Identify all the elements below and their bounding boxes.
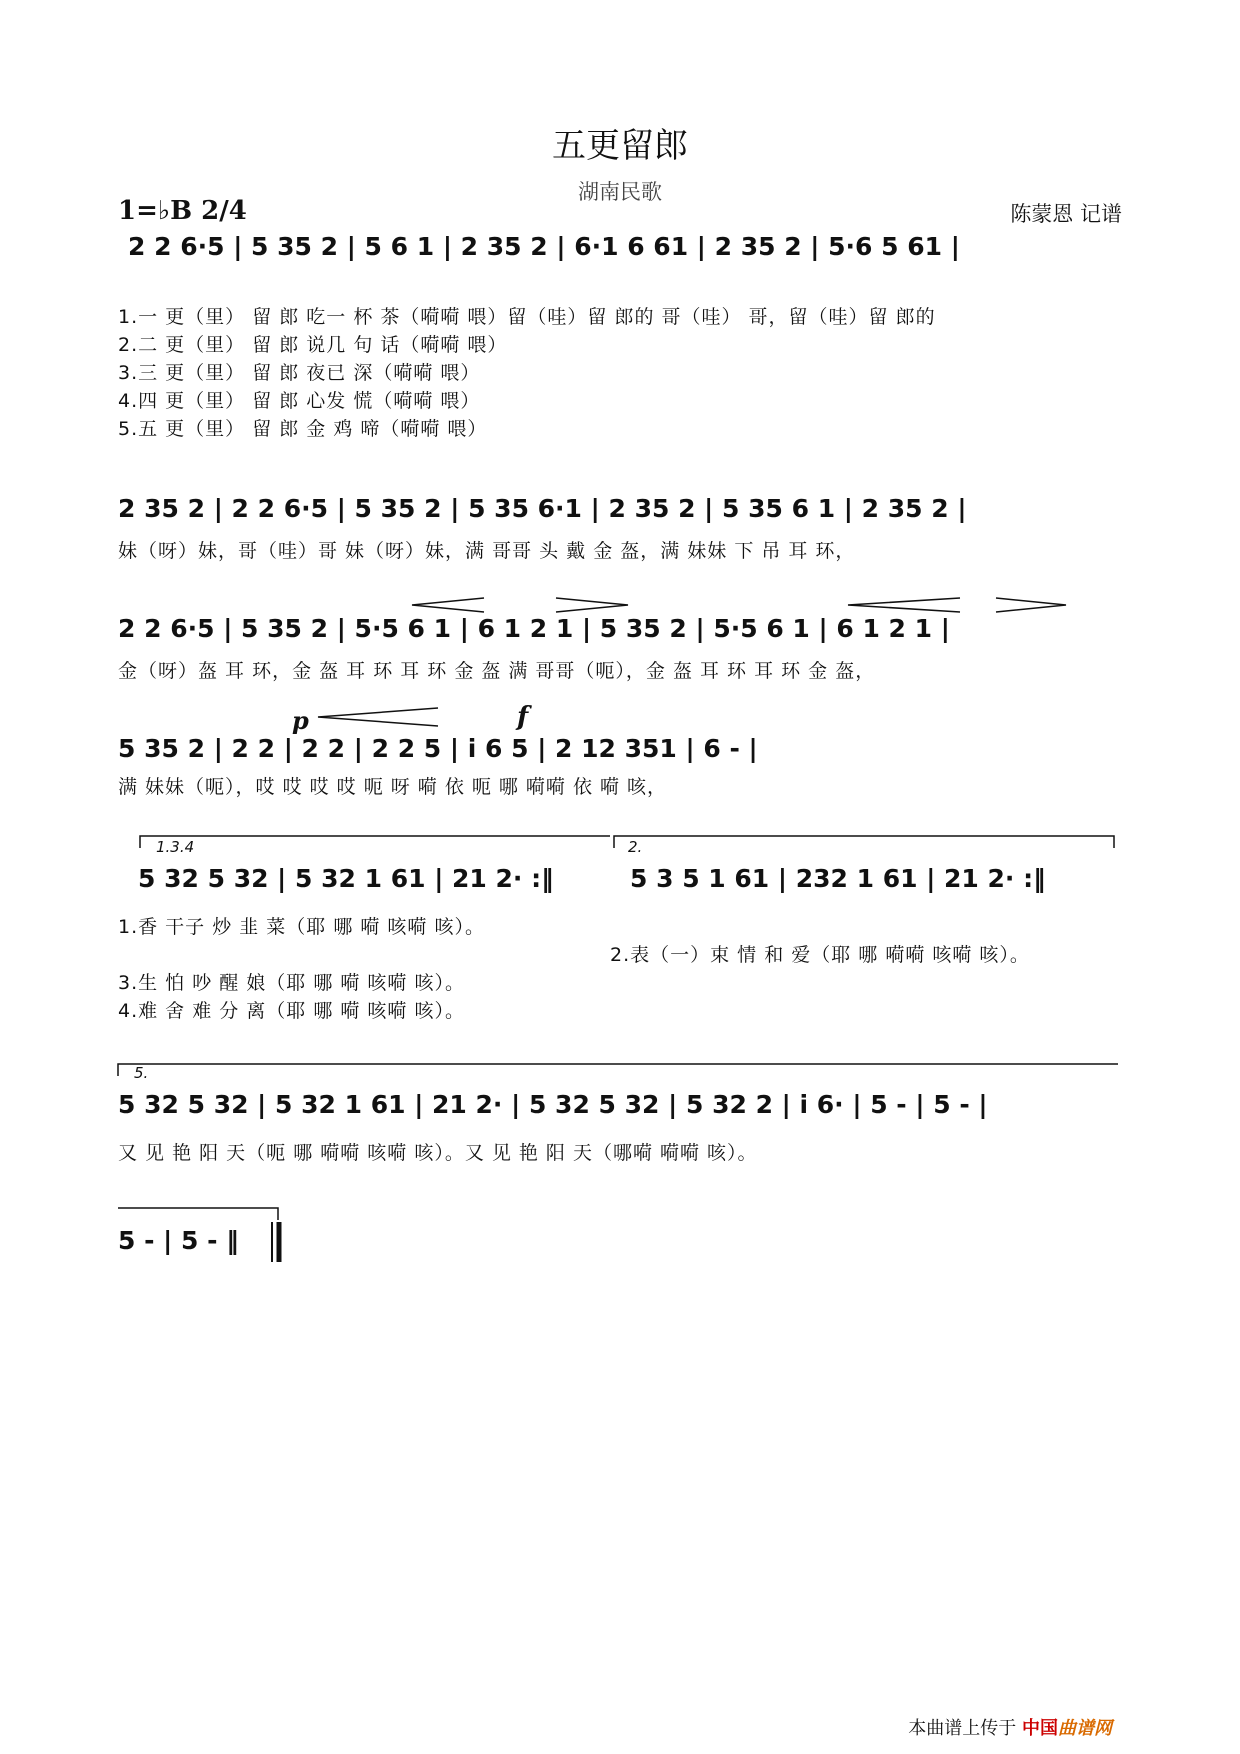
score-subtitle: 湖南民歌 — [578, 180, 662, 204]
key-signature: 1=♭B 2/4 — [118, 196, 247, 226]
crescendo-3 — [318, 708, 438, 726]
transcriber: 陈蒙恩 记谱 — [1010, 202, 1122, 226]
volta-2: 2. — [628, 838, 643, 856]
system-5-lyric-2: 2.表（一）束 情 和 爱（耶 哪 嗬嗬 咳嗬 咳）。 — [610, 944, 1030, 966]
system-1-lyric-1: 1.一 更（里） 留 郎 吃一 杯 茶（嗬嗬 喂）留（哇）留 郎的 哥（哇） 哥，留（哇）留 郎的 — [118, 306, 936, 328]
system-4-lyric: 满 妹妹（呃），哎 哎 哎 哎 呃 呀 嗬 依 呃 哪 嗬嗬 依 嗬 咳， — [118, 776, 668, 798]
crescendo-2 — [848, 598, 960, 612]
system-1-lyric-2: 2.二 更（里） 留 郎 说几 句 话（嗬嗬 喂） — [118, 334, 508, 356]
volta-1-bracket — [140, 836, 610, 848]
crescendo-1 — [412, 598, 484, 612]
footer-brand-suffix[interactable]: 曲谱网 — [1058, 1718, 1112, 1739]
system-5-notes-b: 5 3 5 1 61 | 232 1 61 | 21 2· :‖ — [630, 864, 1046, 893]
system-1-lyric-5: 5.五 更（里） 留 郎 金 鸡 啼（嗬嗬 喂） — [118, 418, 488, 440]
system-3-lyric: 金（呀）盔 耳 环，金 盔 耳 环 耳 环 金 盔 满 哥哥（呃），金 盔 耳 环 耳 环 金 盔， — [118, 660, 876, 682]
system-7-notes: 5 - | 5 - ‖ — [118, 1226, 239, 1255]
system-3-notes: 2 2 6·5 | 5 35 2 | 5·5 6 1 | 6 1 2 1 | 5 35 2 | 5·5 6 1 | 6 1 2 1 | — [118, 614, 950, 643]
system-1-notes: 2 2 6·5 | 5 35 2 | 5 6 1 | 2 35 2 | 6·1 6 61 | 2 35 2 | 5·6 5 61 | — [128, 232, 960, 261]
system-2-lyric: 妹（呀）妹，哥（哇）哥 妹（呀）妹，满 哥哥 头 戴 金 盔，满 妹妹 下 吊 耳 环， — [118, 540, 856, 562]
decrescendo-1 — [556, 598, 628, 612]
final-bracket — [118, 1208, 278, 1220]
system-6-notes: 5 32 5 32 | 5 32 1 61 | 21 2· | 5 32 5 32 | 5 32 2 | i 6· | 5 - | 5 - | — [118, 1090, 988, 1119]
system-2-notes: 2 35 2 | 2 2 6·5 | 5 35 2 | 5 35 6·1 | 2 35 2 | 5 35 6 1 | 2 35 2 | — [118, 494, 967, 523]
footer-brand[interactable]: 中国 — [1022, 1718, 1058, 1739]
system-5-lyric-3: 3.生 怕 吵 醒 娘（耶 哪 嗬 咳嗬 咳）。 — [118, 972, 465, 994]
decrescendo-2 — [996, 598, 1066, 612]
system-5-notes-a: 5 32 5 32 | 5 32 1 61 | 21 2· :‖ — [138, 864, 554, 893]
volta-5-bracket — [118, 1064, 1118, 1076]
system-1-lyric-4: 4.四 更（里） 留 郎 心发 慌（嗬嗬 喂） — [118, 390, 481, 412]
system-6-lyric: 又 见 艳 阳 天（呃 哪 嗬嗬 咳嗬 咳）。又 见 艳 阳 天（哪嗬 嗬嗬 咳）。 — [118, 1142, 758, 1164]
score-title: 五更留郎 — [552, 126, 688, 166]
system-5-lyric-1: 1.香 干子 炒 韭 菜（耶 哪 嗬 咳嗬 咳）。 — [118, 916, 485, 938]
dynamic-forte: f — [517, 702, 529, 732]
footer-prefix: 本曲谱上传于 — [908, 1718, 1017, 1739]
system-1-lyric-3: 3.三 更（里） 留 郎 夜已 深（嗬嗬 喂） — [118, 362, 481, 384]
volta-5: 5. — [134, 1064, 149, 1082]
footer-credit — [908, 1714, 1112, 1740]
volta-1: 1.3.4 — [156, 838, 195, 856]
system-4-notes: 5 35 2 | 2 2 | 2 2 | 2 2 5 | i 6 5 | 2 12 351 | 6 - | — [118, 734, 758, 763]
dynamic-piano: p — [292, 706, 309, 735]
volta-2-bracket — [614, 836, 1114, 848]
system-5-lyric-4: 4.难 舍 难 分 离（耶 哪 嗬 咳嗬 咳）。 — [118, 1000, 465, 1022]
